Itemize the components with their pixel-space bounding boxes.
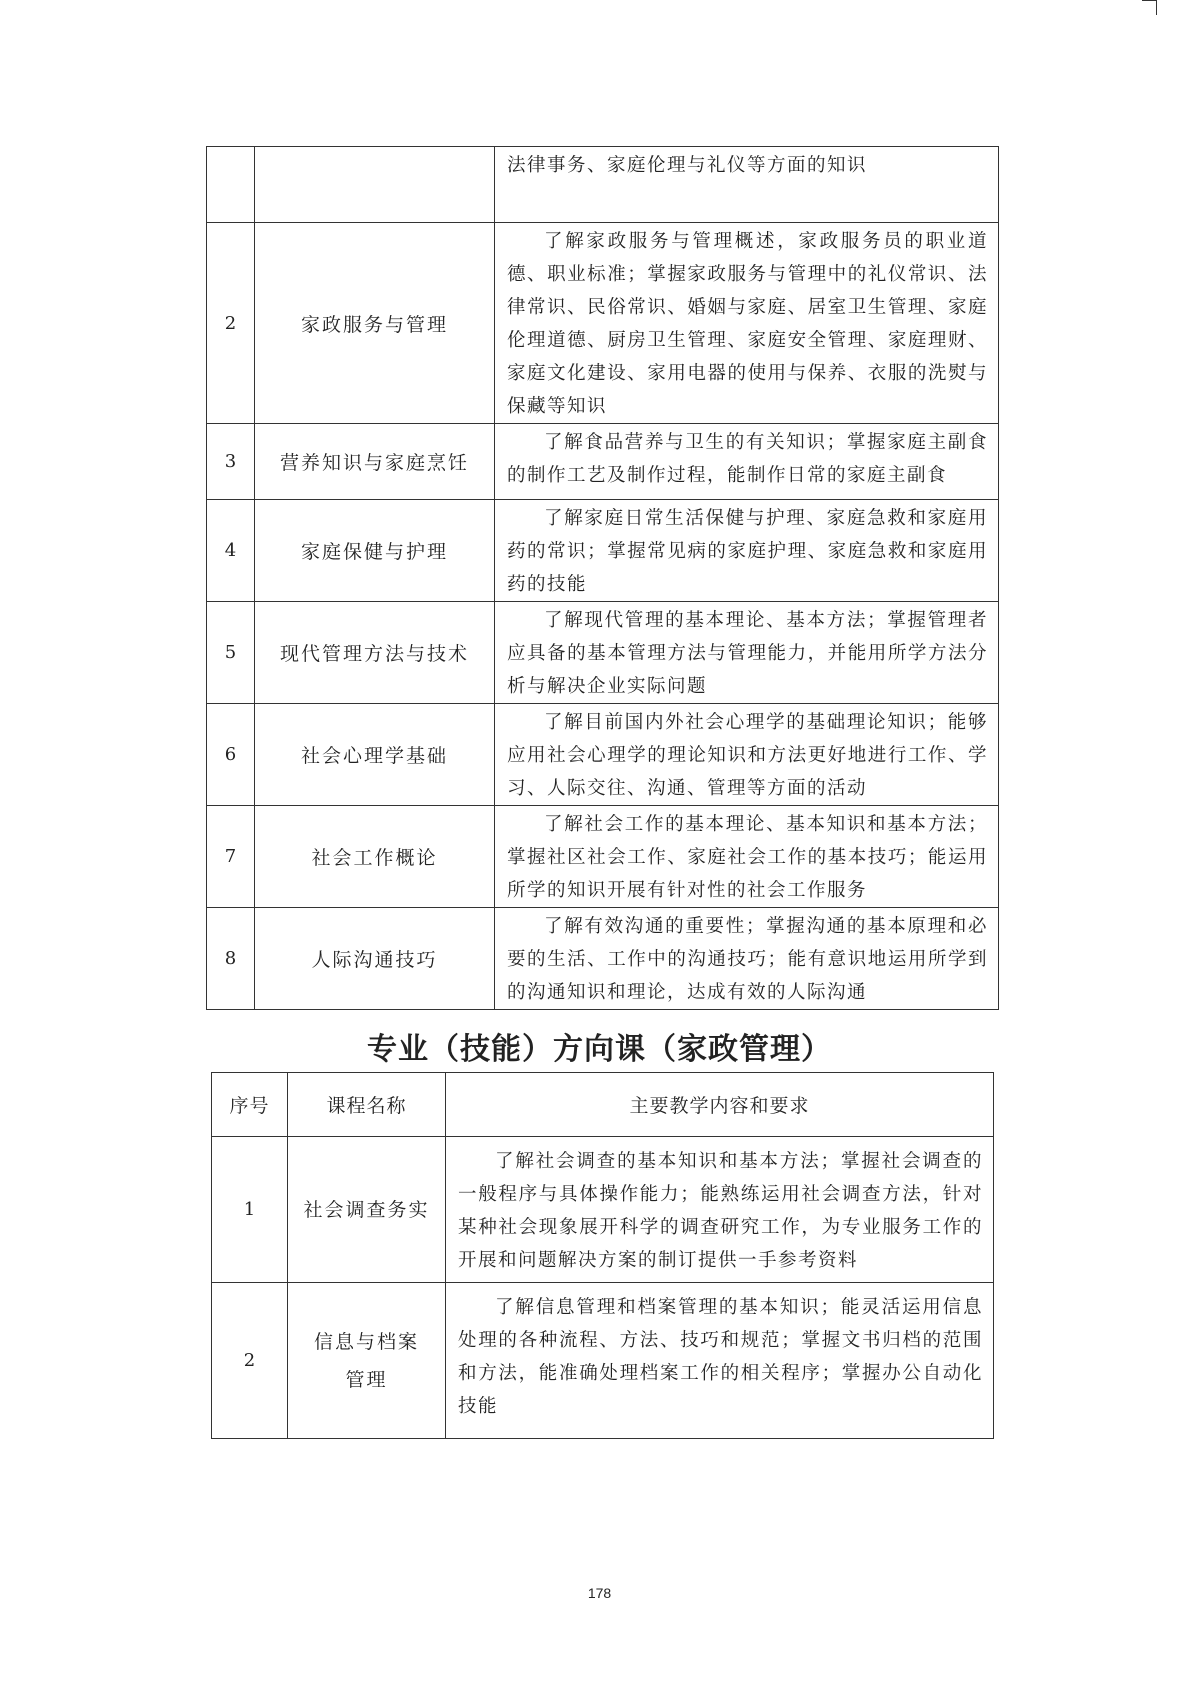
- course-name: 社会心理学基础: [255, 704, 495, 806]
- page-number: 178: [587, 1585, 612, 1601]
- table-row: [207, 602, 999, 704]
- table-row: [212, 1137, 994, 1283]
- course-content: 了解食品营养与卫生的有关知识；掌握家庭主副食的制作工艺及制作过程，能制作日常的家庭主副食: [495, 424, 999, 500]
- row-number: 2: [212, 1283, 288, 1439]
- course-name: 家庭保健与护理: [255, 500, 495, 602]
- table-row: [207, 424, 999, 500]
- course-content: 了解家政服务与管理概述，家政服务员的职业道德、职业标准；掌握家政服务与管理中的礼仪常识、法律常识、民俗常识、婚姻与家庭、居室卫生管理、家庭伦理道德、厨房卫生管理、家庭安全管理、家庭理财、家庭文化建设、家用电器的使用与保养、衣服的洗熨与保藏等知识: [495, 223, 999, 424]
- header-content: 主要教学内容和要求: [446, 1073, 994, 1137]
- course-name: 人际沟通技巧: [255, 908, 495, 1010]
- table-row: [207, 147, 999, 223]
- course-name: 社会工作概论: [255, 806, 495, 908]
- row-number: 4: [207, 500, 255, 602]
- table-row: [207, 223, 999, 424]
- course-content: 了解有效沟通的重要性；掌握沟通的基本原理和必要的生活、工作中的沟通技巧；能有意识地运用所学到的沟通知识和理论，达成有效的人际沟通: [495, 908, 999, 1010]
- course-content: 了解家庭日常生活保健与护理、家庭急救和家庭用药的常识；掌握常见病的家庭护理、家庭急救和家庭用药的技能: [495, 500, 999, 602]
- course-name: 信息与档案管理: [288, 1283, 446, 1439]
- row-number: 8: [207, 908, 255, 1010]
- table-header-row: [212, 1073, 994, 1137]
- course-name: 营养知识与家庭烹饪: [255, 424, 495, 500]
- row-number: 3: [207, 424, 255, 500]
- course-name: [255, 147, 495, 223]
- row-number: 7: [207, 806, 255, 908]
- table-row: [207, 806, 999, 908]
- course-name: 社会调查务实: [288, 1137, 446, 1283]
- course-content: 了解目前国内外社会心理学的基础理论知识；能够应用社会心理学的理论知识和方法更好地进行工作、学习、人际交往、沟通、管理等方面的活动: [495, 704, 999, 806]
- row-number: 1: [212, 1137, 288, 1283]
- course-content: 了解社会调查的基本知识和基本方法；掌握社会调查的一般程序与具体操作能力；能熟练运用社会调查方法，针对某种社会现象展开科学的调查研究工作，为专业服务工作的开展和问题解决方案的制订提供一手参考资料: [446, 1137, 994, 1283]
- table-row: [212, 1283, 994, 1439]
- table-row: [207, 500, 999, 602]
- section-title: 专业（技能）方向课（家政管理）: [367, 1032, 832, 1067]
- header-course-name: 课程名称: [288, 1073, 446, 1137]
- header-number: 序号: [212, 1073, 288, 1137]
- row-number: 2: [207, 223, 255, 424]
- row-number: 6: [207, 704, 255, 806]
- course-content: 了解现代管理的基本理论、基本方法；掌握管理者应具备的基本管理方法与管理能力，并能用所学方法分析与解决企业实际问题: [495, 602, 999, 704]
- row-number: 5: [207, 602, 255, 704]
- crop-mark: [1142, 0, 1157, 15]
- course-table-continued: [206, 146, 999, 1010]
- course-content: 了解信息管理和档案管理的基本知识；能灵活运用信息处理的各种流程、方法、技巧和规范；掌握文书归档的范围和方法，能准确处理档案工作的相关程序；掌握办公自动化技能: [446, 1283, 994, 1439]
- course-content: 了解社会工作的基本理论、基本知识和基本方法；掌握社区社会工作、家庭社会工作的基本技巧；能运用所学的知识开展有针对性的社会工作服务: [495, 806, 999, 908]
- course-name: 现代管理方法与技术: [255, 602, 495, 704]
- course-name: 家政服务与管理: [255, 223, 495, 424]
- course-content: 法律事务、家庭伦理与礼仪等方面的知识: [495, 147, 999, 223]
- table-row: [207, 704, 999, 806]
- table-row: [207, 908, 999, 1010]
- direction-course-table: [211, 1072, 994, 1439]
- row-number: [207, 147, 255, 223]
